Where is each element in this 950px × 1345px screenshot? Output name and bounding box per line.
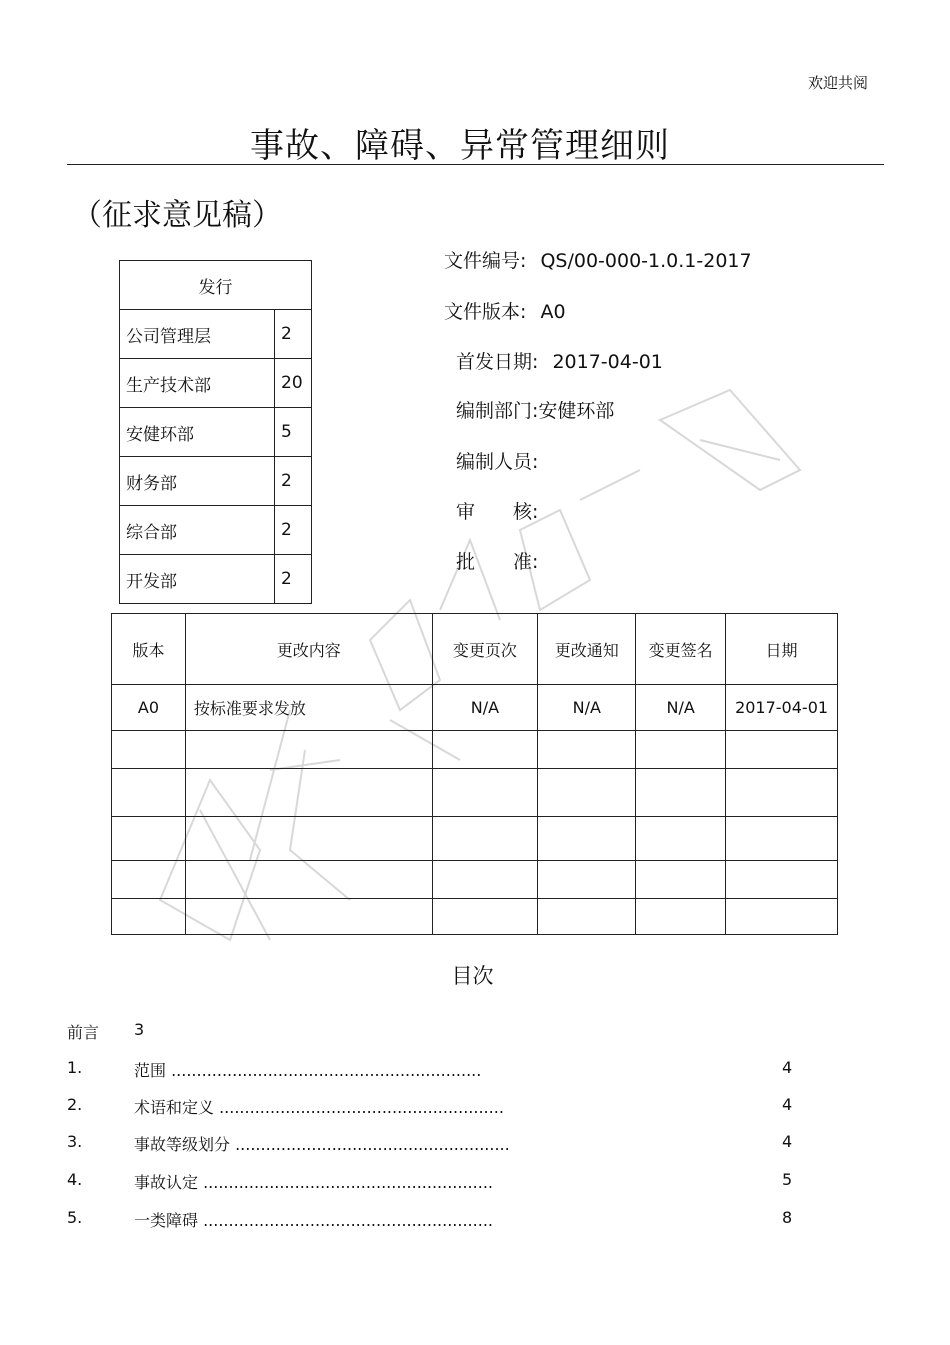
- review-line: [456, 497, 538, 524]
- copy-count: 5: [275, 408, 312, 457]
- copy-count: 2: [275, 555, 312, 604]
- dept-line: [456, 396, 614, 423]
- copy-count: 2: [275, 457, 312, 506]
- toc-item[interactable]: [0, 1208, 900, 1230]
- toc-item-page: 4: [782, 1058, 793, 1077]
- dept-name: 综合部: [120, 506, 275, 555]
- dept-name: 财务部: [120, 457, 275, 506]
- toc-item-text: 术语和定义 ........................................................: [134, 1098, 504, 1117]
- cell-version: A0: [112, 685, 186, 731]
- table-row: [120, 310, 312, 359]
- toc-item[interactable]: [0, 1095, 900, 1117]
- first-date-value: 2017-04-01: [552, 351, 663, 373]
- revision-table: [111, 613, 838, 935]
- table-row: [120, 408, 312, 457]
- toc-item-number: 4.: [67, 1170, 83, 1189]
- table-row: [112, 685, 838, 731]
- doc-version-label: 文件版本:: [444, 301, 527, 323]
- first-date-label: 首发日期:: [456, 351, 539, 373]
- doc-number-line: [444, 246, 752, 273]
- title-divider: [67, 164, 884, 165]
- distribution-table: [119, 260, 312, 604]
- cell-pages: N/A: [432, 685, 538, 731]
- header-note: 欢迎共阅: [808, 74, 869, 92]
- toc-item-text: 一类障碍 .........................................................: [134, 1211, 493, 1230]
- table-row: [120, 457, 312, 506]
- toc-item-page: 8: [782, 1208, 793, 1227]
- doc-version-line: [444, 297, 566, 324]
- copy-count: 2: [275, 506, 312, 555]
- table-row: [112, 769, 838, 817]
- table-row: [112, 861, 838, 899]
- col-header-content: 更改内容: [185, 614, 432, 685]
- col-header-version: 版本: [112, 614, 186, 685]
- approve-line: [456, 547, 538, 574]
- table-row: [112, 899, 838, 935]
- toc-item[interactable]: [0, 1058, 900, 1080]
- dept-name: 生产技术部: [120, 359, 275, 408]
- toc-item-number: 5.: [67, 1208, 83, 1227]
- toc-item-number: 3.: [67, 1132, 83, 1151]
- revision-header-row: [112, 614, 838, 685]
- table-row: [112, 731, 838, 769]
- doc-version-value: A0: [540, 301, 566, 323]
- approve-label: 批 准:: [456, 551, 539, 573]
- editor-label: 编制人员:: [456, 451, 539, 473]
- toc-item-text: 事故认定 .........................................................: [134, 1173, 493, 1192]
- table-row: [120, 506, 312, 555]
- doc-number-label: 文件编号:: [444, 250, 527, 272]
- doc-number-value: QS/00-000-1.0.1-2017: [540, 250, 752, 272]
- editor-line: [456, 447, 538, 474]
- document-subtitle: （征求意见稿）: [72, 198, 282, 233]
- table-row: [120, 359, 312, 408]
- toc-preface-page: 3: [134, 1020, 145, 1039]
- cell-content: 按标准要求发放: [185, 685, 432, 731]
- toc-preface-label: 前言: [67, 1023, 100, 1042]
- col-header-pages: 变更页次: [432, 614, 538, 685]
- copy-count: 2: [275, 310, 312, 359]
- dept-name: 安健环部: [120, 408, 275, 457]
- dept-label: 编制部门:: [456, 400, 539, 422]
- copy-count: 20: [275, 359, 312, 408]
- toc-preface[interactable]: [0, 1020, 900, 1042]
- cell-date: 2017-04-01: [726, 685, 838, 731]
- col-header-signature: 变更签名: [636, 614, 726, 685]
- col-header-notice: 更改通知: [538, 614, 636, 685]
- toc-title: 目次: [451, 964, 494, 988]
- first-date-line: [456, 347, 663, 374]
- dept-name: 开发部: [120, 555, 275, 604]
- review-label: 审 核:: [456, 501, 539, 523]
- toc-item[interactable]: [0, 1132, 900, 1154]
- toc-item[interactable]: [0, 1170, 900, 1192]
- toc-item-text: 事故等级划分 ......................................................: [134, 1135, 510, 1154]
- table-row: [120, 555, 312, 604]
- dept-value: 安健环部: [538, 400, 615, 422]
- document-title: 事故、障碍、异常管理细则: [250, 126, 670, 166]
- distribution-header: 发行: [120, 261, 312, 310]
- toc-item-number: 1.: [67, 1058, 83, 1077]
- toc-item-page: 4: [782, 1095, 793, 1114]
- table-row: [112, 817, 838, 861]
- cell-notice: N/A: [538, 685, 636, 731]
- col-header-date: 日期: [726, 614, 838, 685]
- toc-item-number: 2.: [67, 1095, 83, 1114]
- toc-item-text: 范围 .............................................................: [134, 1061, 482, 1080]
- cell-signature: N/A: [636, 685, 726, 731]
- toc-item-page: 4: [782, 1132, 793, 1151]
- dept-name: 公司管理层: [120, 310, 275, 359]
- toc-item-page: 5: [782, 1170, 793, 1189]
